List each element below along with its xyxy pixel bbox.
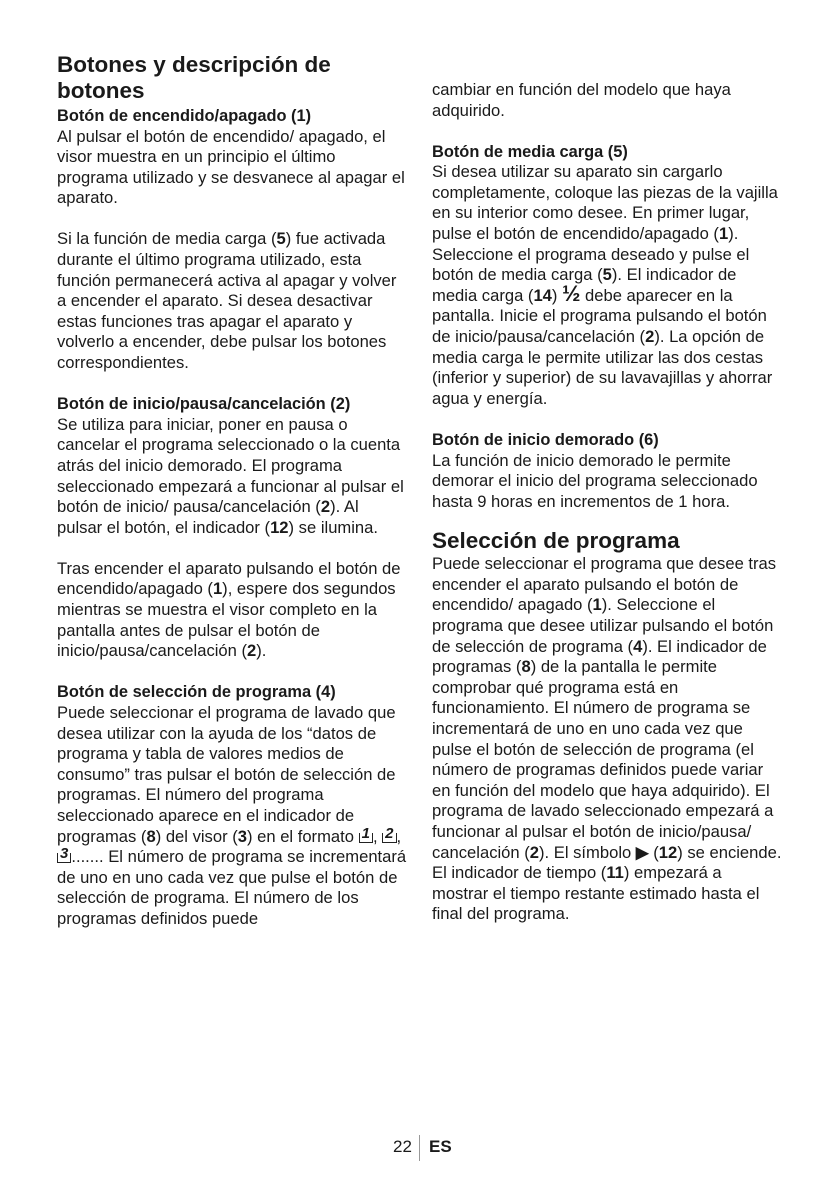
right-column [432,80,782,925]
language-code: ES [429,1137,452,1156]
bold-reference: 14 [533,285,552,305]
paragraph [57,229,407,373]
bold-reference: 2 [529,842,540,862]
paragraph [432,80,782,121]
heading-half-load-button: Botón de media carga (5) [432,142,628,161]
program-digit: 2 [385,824,394,842]
bold-reference: 2 [320,497,331,517]
paragraph [57,127,407,209]
bold-reference: 8 [521,657,531,677]
paragraph [57,703,407,930]
text-segment: ( [648,842,659,862]
text-segment: ). La opción de media carga le permite utilizar las dos cestas (inferior y superior) de su lavavajillas y ahorrar agua y energía. [432,327,773,408]
bold-reference: 12 [270,517,289,537]
heading-power-button: Botón de encendido/apagado (1) [57,107,312,125]
paragraph [432,554,782,925]
bold-reference: 1 [592,595,602,615]
paragraph [432,451,782,513]
text-segment: ). El indicador de programas ( [432,636,767,677]
text-segment: Si la función de media carga ( [57,229,277,249]
heading-start-pause-button: Botón de inicio/pausa/cancelación (2) [57,395,351,414]
bold-reference: 12 [658,842,678,862]
text-segment: La función de inicio demorado le permite demorar el inicio del programa seleccionado hasta 9 horas en incrementos de 1 hora. [432,450,758,511]
bold-reference: 1 [718,224,729,244]
text-segment: ) de la pantalla le permite comprobar qué programa está en funcionamiento. El número de programa se incrementará de uno en uno cada vez que pulse el botón de selección de programa (el número de programas definidos puede variar en función del modelo que haya adquirido). El programa de lavado seleccionado empezará a funcionar al pulsar el botón de inicio/pausa/ cancelación ( [432,657,774,862]
paragraph [57,559,407,662]
bold-reference: 8 [146,826,156,846]
program-number-display-icon [382,824,396,843]
paragraph [432,162,782,409]
bold-reference: ▶ [635,842,649,862]
program-digit: 3 [60,845,69,863]
text-segment: ) fue activada durante el último programa utilizado, esta función permanecerá activa al apagar y volver a encender el aparato. Si desea desactivar estas funciones tras apagar el aparato y volverlo a encender, debe pulsar los botones correspondientes. [57,229,397,373]
text-segment: Puede seleccionar el programa que desee tras encender el aparato pulsando el botón de encendido/ apagado ( [432,554,777,615]
text-segment: ), espere dos segundos mientras se muestra el visor completo en la pantalla antes de pulsar el botón de inicio/pausa/cancelación ( [57,579,396,661]
bold-reference: 2 [247,641,257,661]
text-segment: cambiar en función del modelo que haya adquirido. [432,80,731,120]
text-segment: ) en el formato [246,826,359,846]
text-segment: ) [551,285,563,305]
text-segment: ). Seleccione el programa deseado y pulse el botón de media carga ( [432,224,750,285]
text-segment: ) del visor ( [155,826,238,846]
program-digit: 1 [361,824,370,842]
text-segment: ) se enciende. El indicador de tiempo ( [432,842,782,883]
text-segment: Tras encender el aparato pulsando el botón de encendido/apagado ( [57,558,401,599]
text-segment: ). El símbolo [539,842,636,862]
bold-reference: 3 [237,826,247,846]
text-segment: ....... El número de programa se incrementará de uno en uno cada vez que pulse el botón de selección de programa. El número de los programas definidos puede [57,847,407,928]
text-segment: ). Seleccione el programa que desee utilizar pulsando el botón de selección de programa ( [432,595,774,656]
text-segment: Al pulsar el botón de encendido/ apagado, el visor muestra en un principio el último programa utilizado y se desvanece al apagar el aparato. [57,126,405,208]
bold-reference: 5 [276,229,286,249]
text-segment: ) se ilumina. [288,517,378,537]
bold-reference: 4 [633,636,643,656]
page-number: 22 [393,1137,412,1156]
section-title-program-selection: Selección de programa [432,528,680,554]
text-segment: ). Al pulsar el botón, el indicador ( [57,497,359,537]
bold-reference: 5 [602,265,612,285]
footer-divider [419,1135,420,1161]
text-segment: , [372,826,383,846]
text-segment: Si desea utilizar su aparato sin cargarlo completamente, coloque las piezas de la vajilla en su interior como desee. En primer lugar, pulse el botón de encendido/apagado ( [432,162,778,244]
heading-delay-start-button: Botón de inicio demorado (6) [432,431,659,449]
text-segment: ). [256,641,267,661]
program-number-display-icon [359,824,373,843]
section-title: Botones y descripción de botones [57,52,331,103]
program-number-display-icon [57,845,71,863]
left-column [57,52,407,929]
paragraph [57,415,407,539]
text-segment: Puede seleccionar el programa de lavado que desea utilizar con la ayuda de los “datos de programa y tabla de valores medios de consumo” tras pulsar el botón de selección de programas. El número del programa seleccionado aparece en el indicador de programas ( [57,702,396,846]
bold-reference: 1 [212,579,223,599]
heading-program-select-button: Botón de selección de programa (4) [57,683,336,702]
bold-reference: 2 [645,327,655,347]
text-segment: Se utiliza para iniciar, poner en pausa o cancelar el programa seleccionado o la cuenta atrás del inicio demorado. El programa seleccionado empezará a funcionar al pulsar el botón de inicio/ pausa/cancelación ( [57,414,404,517]
bold-reference: 11 [606,863,624,883]
half-load-symbol: ½ [562,280,581,306]
text-segment: ) empezará a mostrar el tiempo restante estimado hasta el final del programa. [432,863,760,924]
text-segment: debe aparecer en la pantalla. Inicie el programa pulsando el botón de inicio/pausa/cancelación ( [432,285,767,347]
text-segment: , [396,826,402,846]
text-segment: ). El indicador de media carga ( [432,265,737,305]
